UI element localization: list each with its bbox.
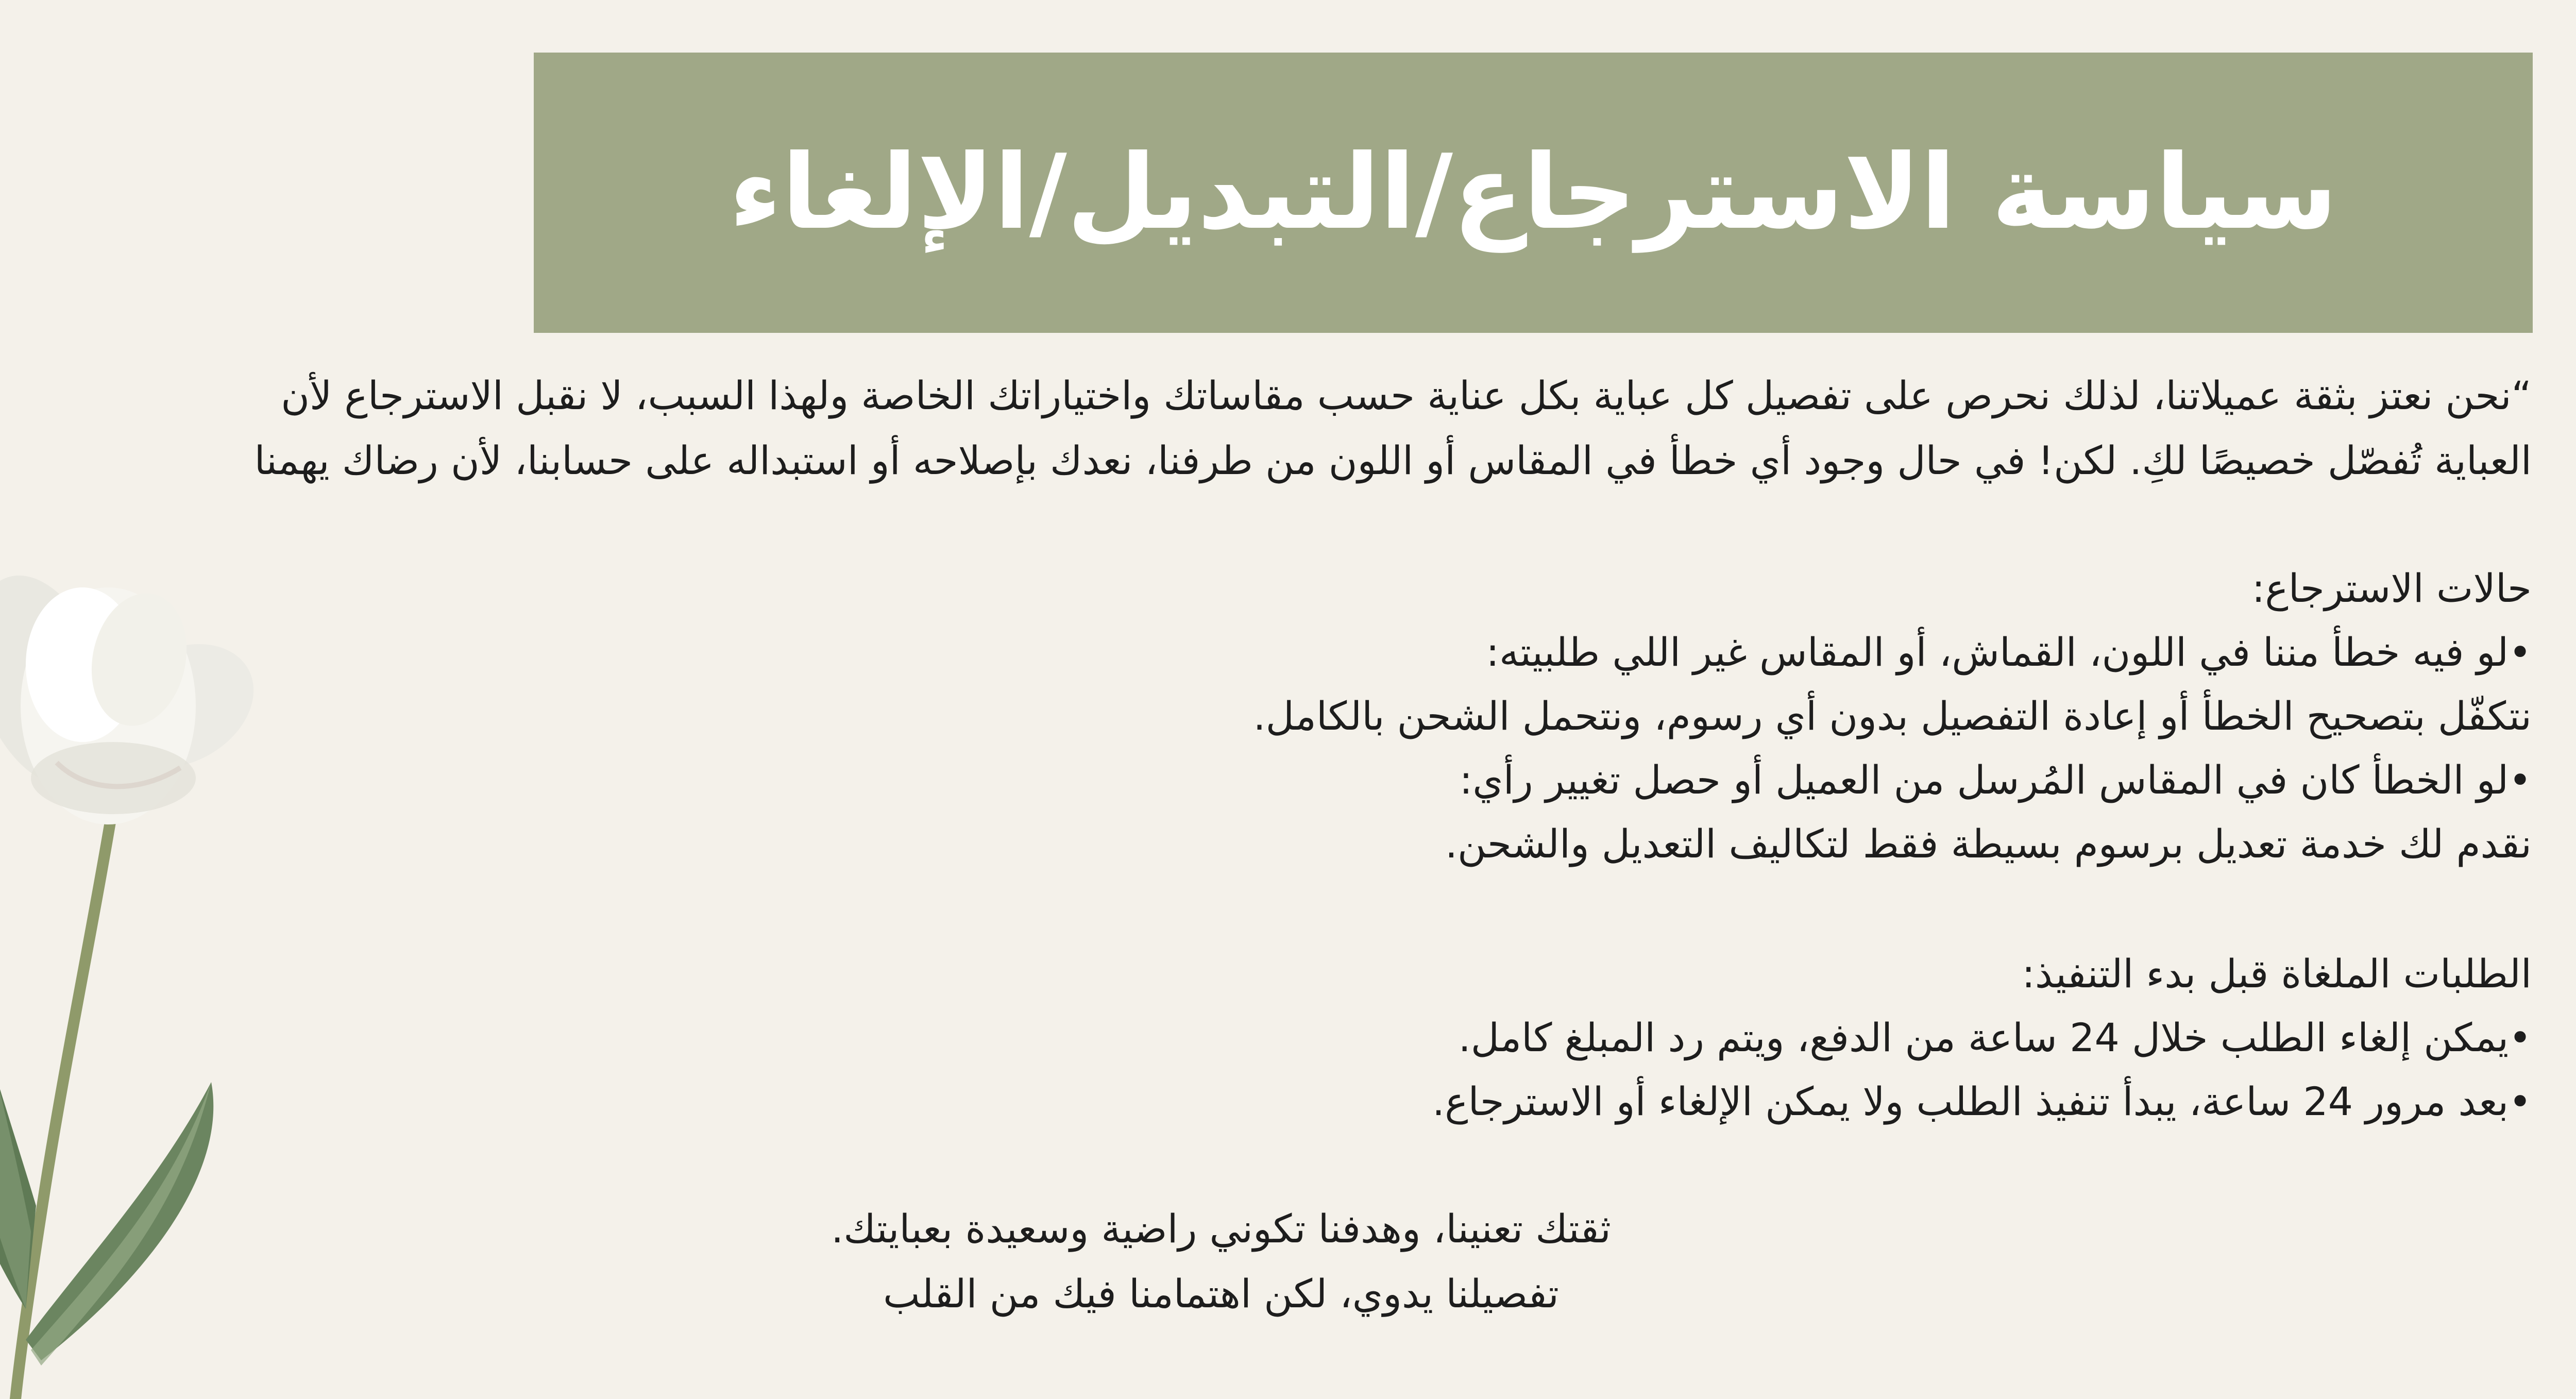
returns-case-1-answer: نتكفّل بتصحيح الخطأ أو إعادة التفصيل بدون أي رسوم، ونتحمل الشحن بالكامل.: [1253, 693, 2532, 739]
returns-section: [677, 557, 2532, 876]
returns-case-1: •لو فيه خطأ مننا في اللون، القماش، أو المقاس غير اللي طلبيته:: [1486, 629, 2532, 675]
closing-line-1: ثقتك تعنينا، وهدفنا تكوني راضية وسعيدة بعبايتك.: [831, 1206, 1611, 1252]
cancellation-rule-1: •يمكن إلغاء الطلب خلال 24 ساعة من الدفع، ويتم رد المبلغ كامل.: [1458, 1015, 2532, 1060]
returns-case-2: •لو الخطأ كان في المقاس المُرسل من العميل أو حصل تغيير رأي:: [1459, 757, 2532, 803]
intro-line-1: “نحن نعتز بثقة عميلاتنا، لذلك نحرص على تفصيل كل عباية بكل عناية حسب مقاساتك واختياراتك الخاصة ولهذا السبب، لا نقبل الاسترجاع لأن: [281, 373, 2532, 418]
title-banner: [534, 53, 2533, 333]
white-tulip-image: [0, 536, 376, 1399]
returns-heading: حالات الاسترجاع:: [2251, 565, 2532, 611]
cancellation-rule-2: •بعد مرور 24 ساعة، يبدأ تنفيذ الطلب ولا يمكن الإلغاء أو الاسترجاع.: [1432, 1078, 2532, 1124]
intro-line-2: العباية تُفصّل خصيصًا لكِ. لكن! في حال وجود أي خطأ في المقاس أو اللون من طرفنا، نعدك بإصلاحه أو استبداله على حسابنا، لأن رضاك يهمنا: [254, 437, 2532, 483]
cancellation-section: [677, 942, 2532, 1134]
intro-paragraph: [7, 363, 2532, 493]
closing-line-2: تفصيلنا يدوي، لكن اهتمامنا فيك من القلب: [883, 1271, 1559, 1317]
cancellation-heading: الطلبات الملغاة قبل بدء التنفيذ:: [2022, 951, 2532, 997]
returns-case-2-answer: نقدم لك خدمة تعديل برسوم بسيطة فقط لتكاليف التعديل والشحن.: [1445, 821, 2532, 867]
page-title: سياسة الاسترجاع/التبديل/الإلغاء: [728, 132, 2338, 252]
closing-message: [654, 1196, 1788, 1326]
